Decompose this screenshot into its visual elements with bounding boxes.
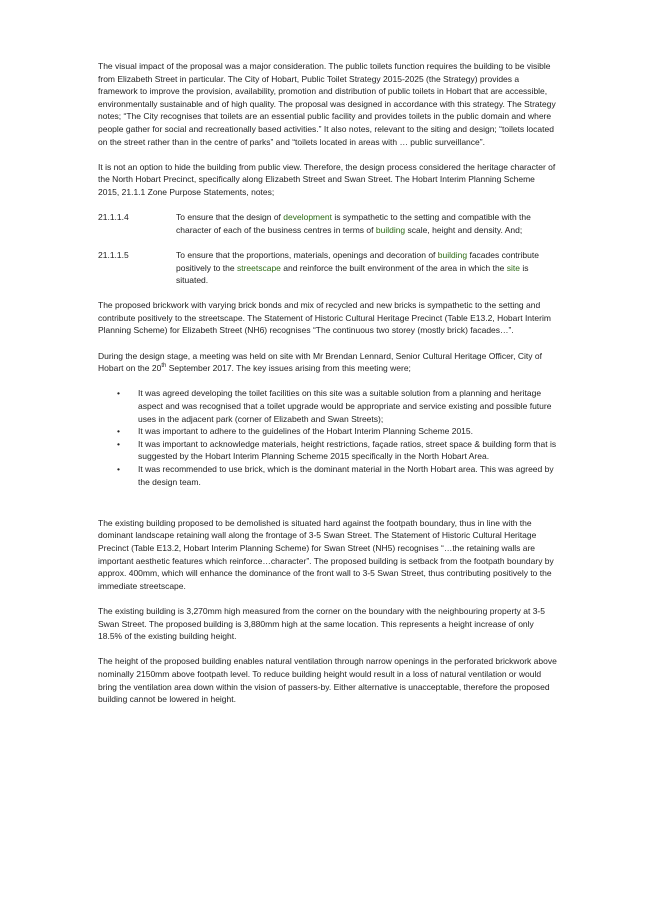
bullet-icon: • [117,388,120,399]
clause-text-part: facades contribute positively to the [176,249,539,273]
clause-text [176,211,558,236]
term-link-development[interactable]: development [283,212,332,223]
paragraph-ventilation: The height of the proposed building enables natural ventilation through narrow openings in the perforated brickwork above nominally 2150mm above footpath level. To reduce building height would result in a loss of natural ventilation or would bring the ventilation area down within the vision of passers-by. Either alternative is unacceptable, therefore the proposed building cannot be lowered in height. [98,656,557,705]
clause-text-part: To ensure that the design of [176,212,284,223]
clause-text-part: is situated. [176,262,529,286]
list-item [98,387,558,425]
term-link-site[interactable]: site [506,262,520,273]
list-item-text: It was recommended to use brick, which is the dominant material in the North Hobart area. This was agreed by the design team. [138,464,554,487]
term-link-streetscape[interactable]: streetscape [236,262,281,273]
list-item-text: It was important to acknowledge materials, height restrictions, façade ratios, street space & building form that is suggested by the Hobart Interim Planning Scheme 2015 specifically in the North Hobart Area. [138,438,557,462]
bullet-icon: • [117,426,120,437]
clause-text-part: and reinforce the built environment of the area in which the [280,262,507,273]
list-item [98,425,558,438]
meeting-text: September 2017. The key issues arising from this meeting were; [166,363,411,374]
clause-text-part: scale, height and density. And; [405,224,523,235]
paragraph-visual-impact: The visual impact of the proposal was a major consideration. The public toilets function requires the building to be visible from Elizabeth Street in particular. The City of Hobart, Public Toilet Strategy 2015-2025 (the Strategy) provides a framework to improve the provision, availability, promotion and distribution of public toilets in Hobart that are accessible, environmentally sustainable and of high quality. The proposal was designed in accordance with this strategy. The Strategy notes; “The City recognises that toilets are an essential public facility and provides toilets in the public domain and where people gather for social and recreationally based activities.” It also notes, relevant to the siting and design; “toilets located on the street rather than in the centre of parks” and “toilets located in areas with … public surveillance”. [98,61,556,147]
paragraph-height-comparison: The existing building is 3,270mm high measured from the corner on the boundary with the neighbouring property at 3-5 Swan Street. The proposed building is 3,880mm high at the same location. This represents a height increase of only 18.5% of the existing building height. [98,605,545,642]
list-item-text: It was agreed developing the toilet facilities on this site was a suitable solution from a planning and heritage aspect and was recognised that a toilet upgrade would be appropriate and service existing and possible future uses in the adjacent park (corner of Elizabeth and Swan Streets); [138,388,552,424]
clause-number: 21.1.1.5 [98,249,129,260]
spacer [98,501,558,517]
document-body [98,60,558,718]
clause-21-1-1-4 [98,211,558,236]
ordinal-suffix: th [161,363,167,370]
clause-text-part: To ensure that the proportions, materials, openings and decoration of [176,249,438,260]
term-link-building[interactable]: building [437,249,468,260]
bullet-icon: • [117,438,120,449]
list-item-text: It was important to adhere to the guidelines of the Hobart Interim Planning Scheme 2015. [138,426,474,437]
paragraph-brickwork: The proposed brickwork with varying brick bonds and mix of recycled and new bricks is sympathetic to the setting and contribute positively to the streetscape. The Statement of Historic Cultural Heritage Precinct (Table E13.2, Hobart Interim Planning Scheme) for Elizabeth Street (NH6) recognises “The continuous two storey (mostly brick) facades…”. [98,300,551,336]
clause-21-1-1-5 [98,249,558,287]
paragraph-heritage-character: It is not an option to hide the building from public view. Therefore, the design process considered the heritage character of the North Hobart Precinct, specifically along Elizabeth Street and Swan Street. The Hobart Interim Planning Scheme 2015, 21.1.1 Zone Purpose Statements, notes; [98,161,556,197]
clause-text [176,249,558,287]
key-issues-list [98,387,558,488]
bullet-icon: • [117,464,120,474]
list-item [98,463,558,488]
list-item [98,438,558,463]
paragraph-existing-building: The existing building proposed to be demolished is situated hard against the footpath boundary, thus in line with the dominant landscape retaining wall along the frontage of 3-5 Swan Street. The Statement of Historic Cultural Heritage Precinct (Table E13.2, Hobart Interim Planning Scheme) for Swan Street (NH5) recognises “…the retaining walls are important aesthetic features which reinforce…character”. The proposed building is setback from the footpath boundary by approx. 400mm, which will enhance the dominance of the front wall to 3-5 Swan Street, thus contributing positively to the immediate streetscape. [98,517,554,591]
paragraph-design-meeting [98,350,558,375]
term-link-building[interactable]: building [375,224,406,235]
clause-number: 21.1.1.4 [98,212,129,223]
meeting-text: During the design stage, a meeting was held on site with Mr Brendan Lennard, Senior Cultural Heritage Officer, City of Hobart on the 20 [98,350,542,374]
clause-text-part: is sympathetic to the setting and compatible with the character of each of the business centres in terms of [176,212,531,235]
